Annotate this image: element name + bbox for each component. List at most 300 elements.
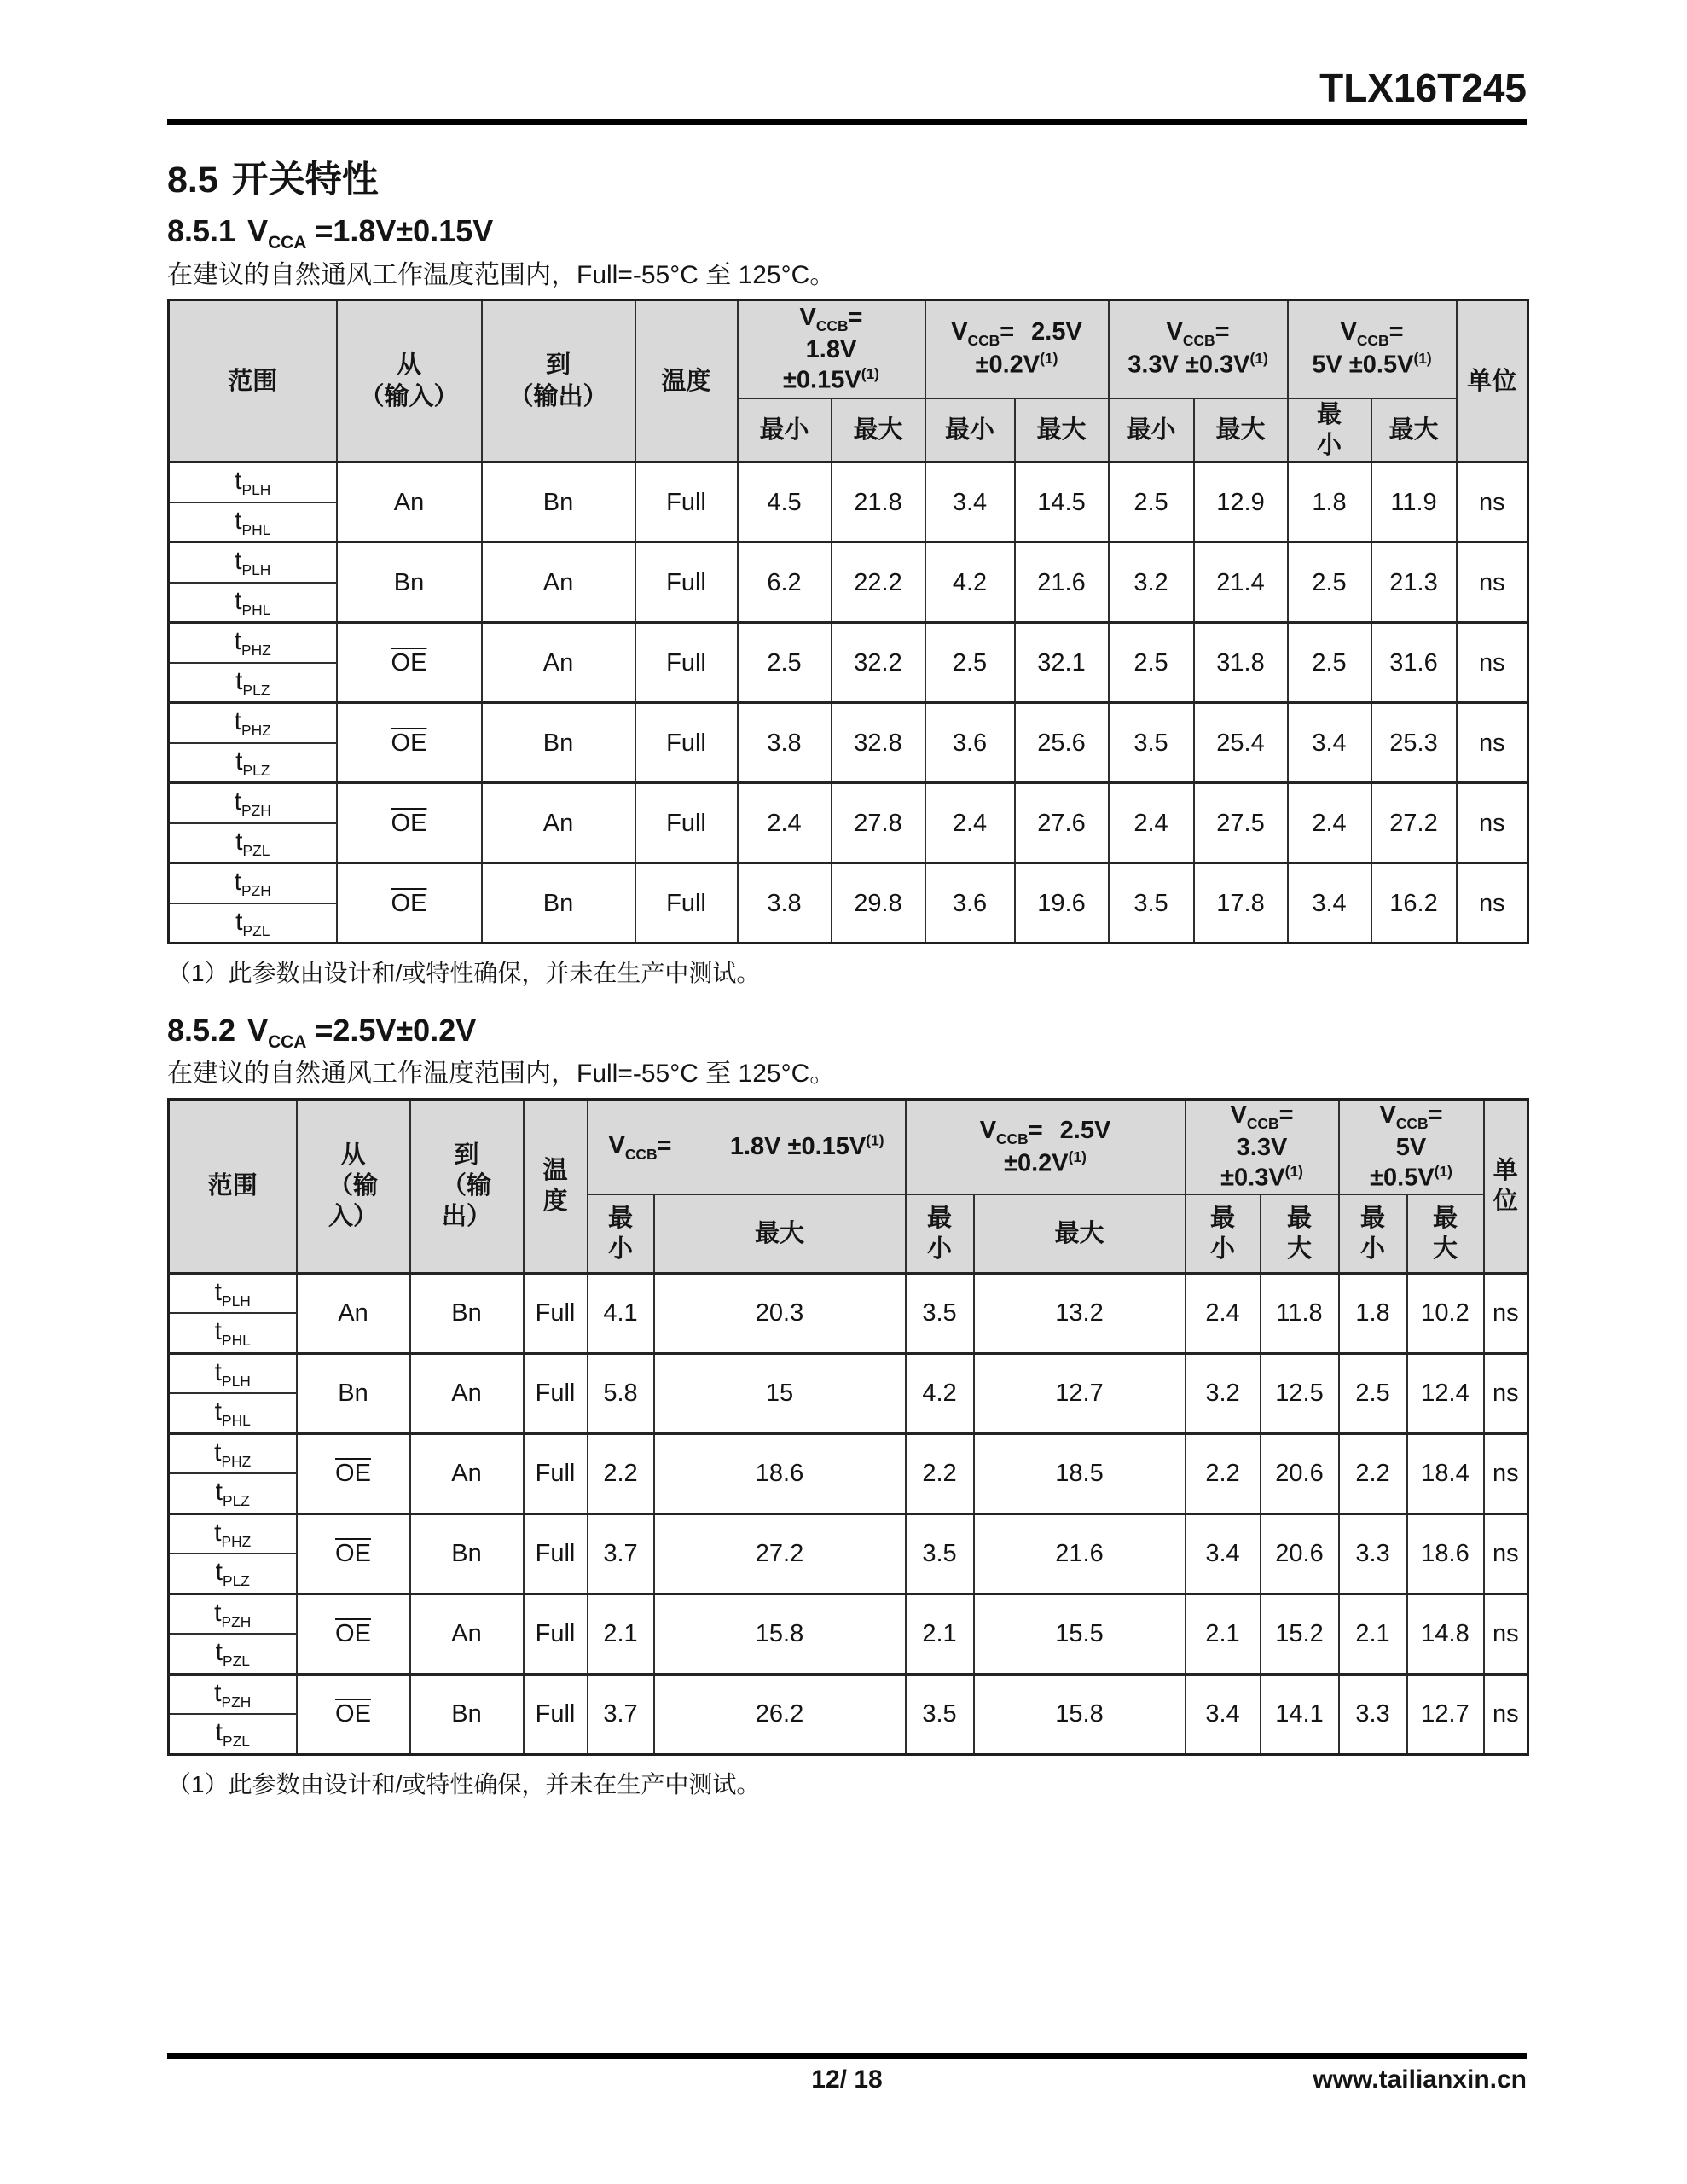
max-cell-3v3: 17.8 [1194,863,1288,944]
param-base: t [235,467,242,495]
min-cell-1v8: 2.1 [588,1594,654,1674]
temp-cell [524,1433,588,1513]
param-cell [169,543,337,583]
to-signal: Bn [542,729,574,757]
param-base: t [234,627,242,655]
vccb-value [1312,350,1431,380]
max-cell-3v3: 27.5 [1194,783,1288,863]
param-label [215,1718,250,1751]
max-cell-2v5: 21.6 [974,1513,1186,1594]
min-cell-2v5: 3.5 [906,1674,974,1754]
header-max: 最大 [1194,398,1288,462]
vccb-tolerance [1220,1163,1303,1194]
to-signal: An [451,1460,482,1488]
vccb-base: V [1230,1101,1247,1129]
temp-value: Full [535,1540,576,1568]
temp-value: Full [666,568,706,596]
vccb-base: V [799,303,816,331]
from-signal-oe: $\overline{OE}$ [335,1540,371,1568]
max-cell-1v8: 18.6 [654,1433,906,1513]
param-cell [169,823,337,863]
vccb-symbol [951,317,1082,350]
param-base: t [214,1397,222,1426]
min-cell-1v8: 3.8 [738,703,832,783]
to-cell [410,1513,524,1594]
to-cell [410,1353,524,1433]
param-subscript: PHZ [241,722,271,739]
table-row [169,623,1528,663]
footnote-ref: (1) [861,365,879,383]
param-subscript: PZL [242,921,270,939]
header-from: 从 （输 入） [297,1099,410,1273]
min-cell-3v3: 2.5 [1109,623,1194,703]
page-number: 12/ 18 [811,2065,883,2094]
vcca-symbol [247,1013,307,1053]
vccb-value: 3.3V [1236,1133,1288,1161]
min-cell-1v8: 3.7 [588,1513,654,1594]
table-row [169,462,1528,502]
section-number: 8.5 [167,160,218,200]
from-cell [337,623,482,703]
param-base: t [214,1317,222,1346]
param-label [235,467,271,498]
param-cell [169,1674,297,1714]
param-subscript: PZL [222,1653,250,1670]
min-cell-1v8: 2.2 [588,1433,654,1513]
from-cell [297,1433,410,1513]
param-base: t [234,707,242,735]
footnote-2: （1）此参数由设计和/或特性确保，并未在生产中测试。 [167,1770,761,1798]
param-base: t [235,547,242,575]
max-cell-1v8: 20.3 [654,1273,906,1353]
table-row [169,1353,1528,1393]
vccb-tol-text: ±0.2V [1004,1149,1069,1177]
max-cell-3v3: 11.8 [1261,1273,1339,1353]
temp-cell [524,1513,588,1594]
from-signal-oe: $\overline{OE}$ [335,1460,371,1488]
header-vccb-5v [1288,300,1457,398]
vccb-symbol [1167,317,1230,350]
max-cell-2v5: 18.5 [974,1433,1186,1513]
table-header-row [169,300,1528,398]
vccb-subscript: CCB [815,317,849,334]
temp-cell [635,863,738,944]
param-base: t [214,1438,222,1467]
to-cell [482,783,635,863]
max-cell-1v8: 22.2 [832,543,925,623]
max-cell-5v: 14.8 [1407,1594,1484,1674]
from-signal: An [393,488,425,516]
param-cell [169,1393,297,1433]
vccb-symbol [1231,1101,1294,1133]
max-cell-3v3: 20.6 [1261,1513,1339,1594]
switching-table-8-5-2 [167,1098,1529,1756]
param-cell [169,1313,297,1353]
table-row [169,1433,1528,1473]
param-base: t [235,506,242,535]
param-label [235,746,270,779]
vccb-eq: = [657,1131,672,1159]
max-cell-5v: 10.2 [1407,1273,1484,1353]
max-cell-2v5: 12.7 [974,1353,1186,1433]
header-max: 最大 [832,398,925,462]
vccb-base: V [1379,1101,1396,1129]
footnote-ref: (1) [1284,1163,1303,1181]
param-subscript: PLH [241,481,271,498]
from-signal: Bn [393,568,425,596]
min-cell-3v3: 3.4 [1186,1513,1261,1594]
vccb-tol-text: ±0.15V [783,366,861,394]
unit-cell: ns [1484,1433,1528,1513]
footnote-ref: (1) [1249,350,1268,368]
subsection-number: 8.5.2 [167,1013,236,1048]
vcca-subscript: CCA [268,1032,307,1053]
max-cell-3v3: 25.4 [1194,703,1288,783]
max-cell-1v8: 29.8 [832,863,925,944]
vccb-value: 1.8V [805,335,857,363]
header-vccb-1v8 [738,300,925,398]
temp-cell [635,543,738,623]
header-max: 最 大 [1407,1194,1484,1273]
param-label [215,1478,250,1510]
table-row [169,783,1528,823]
max-cell-5v: 21.3 [1371,543,1457,623]
param-label [215,1558,250,1590]
param-base: t [235,586,242,615]
vccb-symbol [1380,1101,1443,1133]
to-signal: An [451,1380,482,1408]
doc-title: TLX16T245 [1319,66,1527,110]
min-cell-5v: 2.2 [1339,1433,1407,1513]
min-cell-3v3: 2.4 [1186,1273,1261,1353]
to-cell [482,462,635,543]
min-cell-3v3: 3.4 [1186,1674,1261,1754]
temp-cell [524,1353,588,1433]
param-base: t [215,1718,223,1747]
vcca-base: V [247,1013,269,1048]
website-url: www.tailianxin.cn [1313,2065,1527,2094]
temp-cell [635,783,738,863]
vccb-eq: = [1215,318,1230,346]
from-cell [337,462,482,543]
param-subscript: PLZ [222,1492,250,1510]
param-cell [169,1353,297,1393]
temp-cell [524,1674,588,1754]
param-label [214,1518,252,1550]
from-signal: An [338,1299,368,1327]
max-cell-5v: 31.6 [1371,623,1457,703]
header-vccb-2v5 [906,1099,1186,1194]
header-max: 最大 [974,1194,1186,1273]
param-label [214,1598,252,1630]
param-subscript: PZH [221,1693,252,1711]
param-cell [169,1594,297,1634]
min-cell-2v5: 3.6 [925,703,1015,783]
param-cell [169,1634,297,1674]
from-cell [297,1513,410,1594]
max-cell-1v8: 15 [654,1353,906,1433]
min-cell-5v: 3.4 [1288,703,1371,783]
unit-cell: ns [1457,703,1528,783]
vccb-value: 5V [1395,1133,1427,1161]
to-cell [482,543,635,623]
subsection-heading-851 [167,213,1527,253]
vccb-subscript: CCB [1356,332,1389,350]
unit-cell: ns [1484,1674,1528,1754]
from-cell [337,703,482,783]
to-cell [410,1674,524,1754]
param-base: t [215,1558,223,1587]
header-min: 最 小 [588,1194,654,1273]
param-cell [169,1554,297,1594]
from-signal-oe: $\overline{OE}$ [391,809,427,837]
min-cell-2v5: 2.5 [925,623,1015,703]
max-cell-5v: 18.6 [1407,1513,1484,1594]
header-to: 到 （输出） [482,300,635,462]
max-cell-2v5: 21.6 [1015,543,1109,623]
param-cell [169,1714,297,1754]
param-base: t [235,666,243,695]
from-signal-oe: $\overline{OE}$ [391,889,427,917]
vccb-subscript: CCB [996,1130,1029,1147]
vccb-symbol [980,1116,1111,1148]
param-subscript: PZL [222,1733,250,1751]
unit-cell: ns [1457,783,1528,863]
unit-cell: ns [1484,1273,1528,1353]
min-cell-3v3: 2.2 [1186,1433,1261,1513]
vccb-value [730,1131,884,1162]
table-row [169,543,1528,583]
min-cell-2v5: 2.1 [906,1594,974,1674]
min-cell-3v3: 3.5 [1109,703,1194,783]
vccb-tol-text: ±0.2V [975,351,1041,380]
temp-value: Full [666,809,706,837]
vccb-tol-text: ±0.3V [1220,1164,1285,1192]
vcca-symbol [247,213,307,253]
vccb-eq: = [1000,318,1015,346]
to-signal: Bn [451,1700,482,1728]
min-cell-2v5: 2.2 [906,1433,974,1513]
temp-value: Full [666,729,706,757]
table-row [169,703,1528,743]
param-label [235,907,270,939]
vccb-value [1128,350,1268,380]
min-cell-2v5: 4.2 [925,543,1015,623]
min-cell-5v: 2.4 [1288,783,1371,863]
vcca-base: V [247,213,269,249]
param-base: t [215,1478,223,1507]
max-cell-3v3: 15.2 [1261,1594,1339,1674]
vcca-value: =1.8V±0.15V [306,213,494,249]
min-cell-1v8: 2.4 [738,783,832,863]
param-cell [169,502,337,543]
header-vccb-3v3 [1186,1099,1339,1194]
to-signal: Bn [451,1299,482,1327]
param-subscript: PZH [241,882,271,899]
min-cell-5v: 2.5 [1288,543,1371,623]
param-label [214,1277,251,1310]
param-cell [169,863,337,903]
header-min: 最 小 [1288,398,1371,462]
header-max: 最 大 [1261,1194,1339,1273]
param-label [235,586,271,619]
min-cell-1v8: 3.8 [738,863,832,944]
max-cell-2v5: 27.6 [1015,783,1109,863]
param-base: t [214,1678,222,1707]
min-cell-1v8: 5.8 [588,1353,654,1433]
footnote-1: （1）此参数由设计和/或特性确保，并未在生产中测试。 [167,960,761,987]
header-rule [167,119,1527,125]
param-subscript: PZH [221,1612,252,1630]
header-temp: 温 度 [524,1099,588,1273]
max-cell-1v8: 27.8 [832,783,925,863]
vccb-tol-text: 3.3V ±0.3V [1128,351,1250,380]
min-cell-3v3: 2.1 [1186,1594,1261,1674]
to-signal: An [542,568,574,596]
footnote-ref: (1) [866,1131,884,1149]
section-title: 开关特性 [231,160,379,200]
param-subscript: PLZ [242,681,270,699]
vccb-subscript: CCB [1182,332,1215,350]
param-label [214,1678,252,1711]
param-cell [169,663,337,703]
max-cell-5v: 12.7 [1407,1674,1484,1754]
from-cell [297,1674,410,1754]
min-cell-5v: 2.1 [1339,1594,1407,1674]
vccb-base: V [951,318,968,346]
vccb-tol-text: 5V ±0.5V [1312,351,1414,380]
to-signal: Bn [542,889,574,917]
param-cell [169,743,337,783]
vccb-subscript: CCB [1395,1114,1429,1132]
temp-cell [524,1594,588,1674]
vccb-eq: = [848,303,863,331]
subsection-number: 8.5.1 [167,213,236,249]
param-subscript: PLH [222,1372,251,1390]
header-range: 范围 [169,1099,297,1273]
to-cell [482,703,635,783]
header-to: 到 （输 出） [410,1099,524,1273]
vccb-subscript: CCB [624,1145,658,1163]
table-header-row [169,1099,1528,1194]
vccb-tolerance [1004,1148,1087,1179]
to-cell [482,863,635,944]
param-cell [169,903,337,944]
max-cell-2v5: 15.5 [974,1594,1186,1674]
min-cell-5v: 3.3 [1339,1513,1407,1594]
param-subscript: PZL [242,841,270,859]
param-label [235,547,271,578]
param-label [234,787,271,819]
header-min: 最小 [738,398,832,462]
min-cell-5v: 2.5 [1339,1353,1407,1433]
min-cell-5v: 1.8 [1339,1273,1407,1353]
header-unit: 单位 [1457,300,1528,462]
param-subscript: PLH [241,561,271,578]
max-cell-5v: 18.4 [1407,1433,1484,1513]
from-signal-oe: $\overline{OE}$ [391,648,427,677]
from-signal-oe: $\overline{OE}$ [335,1620,371,1648]
param-label [235,506,271,538]
temp-cell [524,1273,588,1353]
min-cell-1v8: 4.5 [738,462,832,543]
to-signal: An [542,809,574,837]
to-signal: Bn [451,1540,482,1568]
param-base: t [234,787,242,816]
header-vccb-5v [1339,1099,1484,1194]
to-cell [410,1594,524,1674]
vccb-symbol [1341,317,1404,350]
max-cell-5v: 27.2 [1371,783,1457,863]
header-vccb-3v3 [1109,300,1288,398]
vccb-tol-text: 1.8V ±0.15V [729,1133,867,1161]
to-cell [482,623,635,703]
min-cell-1v8: 6.2 [738,543,832,623]
max-cell-3v3: 20.6 [1261,1433,1339,1513]
min-cell-3v3: 3.5 [1109,863,1194,944]
param-label [214,1357,251,1390]
min-cell-5v: 3.4 [1288,863,1371,944]
max-cell-3v3: 12.9 [1194,462,1288,543]
min-cell-3v3: 3.2 [1109,543,1194,623]
param-cell [169,583,337,623]
param-base: t [214,1518,222,1547]
table-row [169,1513,1528,1554]
vccb-value: 2.5V [1059,1116,1111,1144]
param-base: t [215,1638,223,1667]
vccb-eq: = [1028,1116,1043,1144]
header-min: 最 小 [1339,1194,1407,1273]
param-label [235,827,270,859]
vccb-eq: = [1278,1101,1294,1129]
param-base: t [214,1277,222,1306]
param-subscript: PLZ [242,761,270,779]
min-cell-2v5: 4.2 [906,1353,974,1433]
from-cell [297,1273,410,1353]
unit-cell: ns [1457,543,1528,623]
section-heading [167,160,1527,201]
header-min: 最小 [925,398,1015,462]
min-cell-5v: 2.5 [1288,623,1371,703]
min-cell-2v5: 3.5 [906,1513,974,1594]
vcca-value: =2.5V±0.2V [306,1013,477,1048]
vccb-base: V [979,1116,997,1144]
min-cell-3v3: 2.4 [1109,783,1194,863]
max-cell-1v8: 21.8 [832,462,925,543]
max-cell-1v8: 26.2 [654,1674,906,1754]
min-cell-2v5: 2.4 [925,783,1015,863]
param-subscript: PZH [241,802,271,819]
vccb-symbol [800,303,863,335]
param-subscript: PHZ [221,1532,252,1550]
header-min: 最 小 [1186,1194,1261,1273]
unit-cell: ns [1484,1513,1528,1594]
min-cell-3v3: 2.5 [1109,462,1194,543]
max-cell-5v: 12.4 [1407,1353,1484,1433]
param-cell [169,1433,297,1473]
param-label [235,666,270,699]
footer-rule [167,2053,1527,2059]
min-cell-1v8: 2.5 [738,623,832,703]
param-subscript: PHL [222,1332,251,1350]
table-row [169,863,1528,903]
header-max: 最大 [654,1194,906,1273]
min-cell-3v3: 3.2 [1186,1353,1261,1433]
header-min: 最 小 [906,1194,974,1273]
from-cell [337,783,482,863]
to-cell [410,1433,524,1513]
param-base: t [235,827,243,856]
